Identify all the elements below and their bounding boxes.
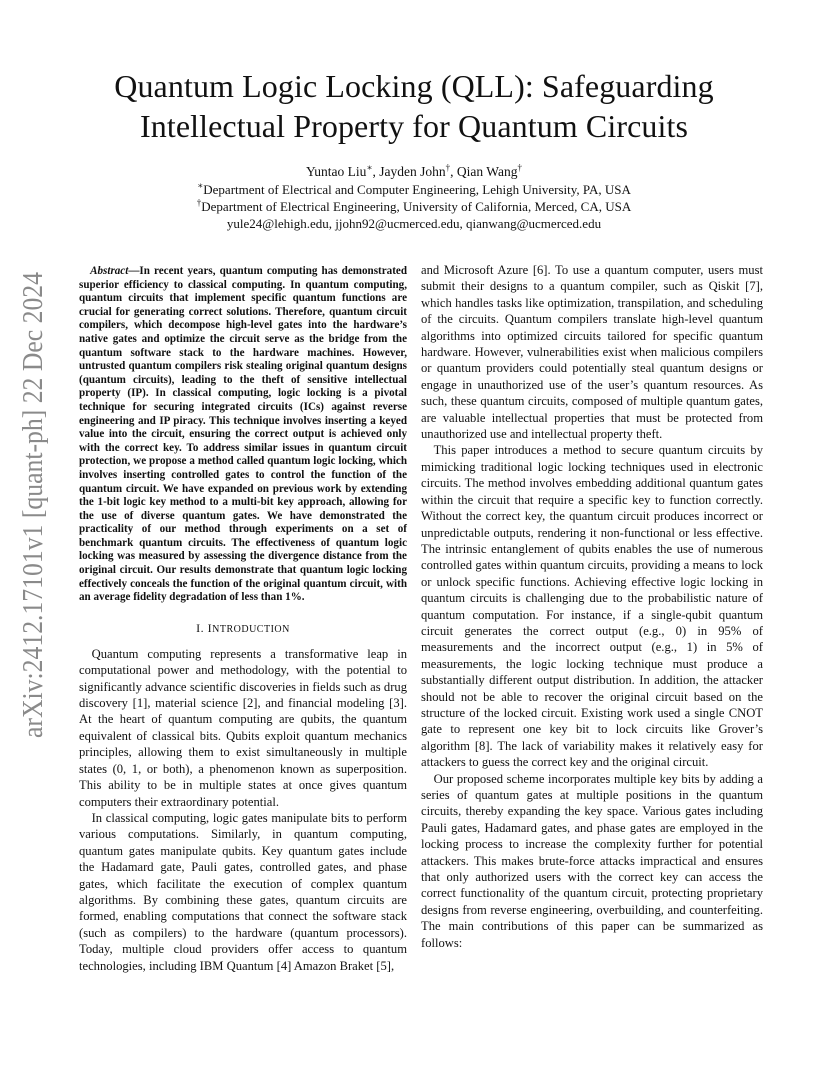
affiliation-mark: ∗	[197, 180, 204, 191]
intro-paragraph-2-continued: and Microsoft Azure [6]. To use a quantum computer, users must submit their designs to a quantum compiler, such as Qiskit [7], which handles tasks like optimization, transpilation, and scheduling of the circuits. Quantum compilers translate high-level quantum algorithms into optimized circuits tailored for specific quantum hardware. However, vulnerabilities exist when malicious compilers or quantum providers could potentially steal quantum designs or engage in unauthorized use of the user’s quantum resources. As such, these quantum circuits, composed of multiple quantum gates, are valuable intellectual properties that must be protected from unauthorized use and intellectual property theft.	[421, 263, 763, 442]
intro-paragraph-1: Quantum computing represents a transformative leap in computational power and methodology, with the potential to significantly advance scientific discoveries in fields such as drug discovery [1], material science [2], and financial modeling [3]. At the heart of quantum computing are qubits, the quantum equivalent of classical bits. Qubits exploit quantum mechanics principles, allowing them to exist simultaneously in multiple states (0, 1, or both), a phenomenon known as superposition. This ability to be in multiple states at once gives quantum computers their extraordinary potential.	[79, 646, 407, 809]
abstract-label: Abstract	[90, 265, 129, 277]
author-separator: ,	[450, 164, 457, 179]
affiliation-mark: †	[445, 162, 451, 173]
author-name: Yuntao Liu	[306, 164, 367, 179]
affiliation-mark: †	[517, 162, 522, 173]
intro-paragraph-3: This paper introduces a method to secure quantum circuits by mimicking traditional logic locking techniques used in electronic circuits. The method involves embedding additional quantum gates within the circuit that require a specific key to function correctly. Without the correct key, the quantum circuit produces incorrect or unpredictable outputs, rendering it non-functional or less effective. The intrinsic entanglement of qubits enables the use of numerous controlled gates within quantum circuits, providing a means to lock or unlock specific functions. Achieving effective logic locking in quantum circuits is challenging due to the probabilistic nature of quantum computation. For instance, if a single-qubit quantum circuit generates the correct output (e.g., 0) in 95% of measurements and the incorrect output (e.g., 1) in 5% of measurements, the logic locking technique must produce a substantially different output distribution. In addition, the attacker should not be able to recover the original circuit based on the structure of the locked circuit. Existing work used a single CNOT gate to represent one key bit to lock circuits like Grover’s algorithm [8]. The lack of variability makes it relatively easy for attackers to guess the correct key and the original circuit.	[421, 443, 763, 770]
affiliation-ucmerced	[60, 198, 768, 216]
author-name: Qian Wang	[456, 164, 518, 179]
affiliation-text: Department of Electrical and Computer Engineering, Lehigh University, PA, USA	[203, 182, 631, 197]
section-title-initial: I	[207, 620, 213, 635]
intro-paragraph-2: In classical computing, logic gates manipulate bits to perform various computations. Similarly, in quantum computing, quantum gates manipulate qubits. Key quantum gates include the Hadamard gate, Pauli gates, controlled gates, and phase gates, which facilitate the execution of complex quantum algorithms. By combining these gates, quantum circuits are formed, enabling computations that connect the software stack (such as compilers) to the hardware (quantum processors). Today, multiple cloud providers offer access to quantum technologies, including IBM Quantum [4] Amazon Braket [5],	[79, 810, 407, 973]
abstract-dash: —	[128, 265, 140, 277]
affiliation-mark: ∗	[366, 162, 373, 173]
affiliation-text: Department of Electrical Engineering, University of California, Merced, CA, USA	[201, 199, 632, 214]
author-emails: yule24@lehigh.edu, jjohn92@ucmerced.edu, qianwang@ucmerced.edu	[226, 216, 602, 231]
author-list	[60, 163, 768, 181]
arxiv-stamp-text: arXiv:2412.17101v1 [quant-ph] 22 Dec 2024	[18, 270, 49, 738]
right-column	[421, 262, 763, 951]
title-line-1: Quantum Logic Locking (QLL): Safeguarding	[114, 68, 714, 104]
section-heading-introduction	[79, 621, 407, 636]
intro-paragraph-4: Our proposed scheme incorporates multiple key bits by adding a series of quantum gates at multiple positions in the quantum circuits, thereby expanding the key space. Various gates including Pauli gates, Hadamard gates, and phase gates are employed in the locking process to increase the complexity further for potential attackers. This makes brute-force attacks impractical and ensures that only authorized users with the correct key can access the correct functionality of the quantum circuit, protecting proprietary designs from reverse engineering, overbuilding, and counterfeiting. The main contributions of this paper can be summarized as follows:	[421, 771, 763, 950]
arxiv-identifier-stamp	[8, 270, 54, 740]
author-name: Jayden John	[379, 164, 446, 179]
left-column	[79, 265, 407, 974]
section-number: I.	[196, 620, 208, 635]
paper-title	[60, 66, 768, 146]
section-title-rest: NTRODUCTION	[212, 623, 290, 635]
affiliation-mark: †	[196, 197, 202, 208]
abstract	[79, 265, 407, 605]
title-line-2: Intellectual Property for Quantum Circuits	[139, 108, 689, 144]
author-separator: ,	[372, 164, 380, 179]
abstract-text: In recent years, quantum computing has demonstrated superior efficiency to classical computing. In quantum computing, quantum circuits that implement specific quantum functions are crucial for generating correct solutions. Therefore, quantum circuit compilers, which decompose high-level gates into the hardware’s native gates and optimize the circuit serve as the bridge from the quantum software stack to the hardware machines. However, untrusted quantum compilers risk stealing original quantum designs (quantum circuits), leading to the theft of sensitive intellectual property (IP). In classical computing, logic locking is a pivotal technique for securing integrated circuits (ICs) against reverse engineering and IP piracy. This technique involves inserting a keyed value into the circuit, ensuring the correct output is achieved only with the correct key. To address similar issues in quantum circuit protection, we propose a method called quantum logic locking, which involves inserting controlled gates to control the function of the quantum circuit. We have expanded on previous work by extending the 1-bit logic key method to a multi-bit key approach, allowing for the use of diverse quantum gates. We have demonstrated the practicality of our method through experiments on a set of benchmark quantum circuits. The effectiveness of quantum logic locking was measured by assessing the divergence distance from the original circuit. Our results demonstrate that quantum logic locking effectively conceals the function of the original quantum circuit, with an average fidelity degradation of less than 1%.	[79, 265, 407, 604]
affiliation-lehigh	[60, 181, 768, 199]
